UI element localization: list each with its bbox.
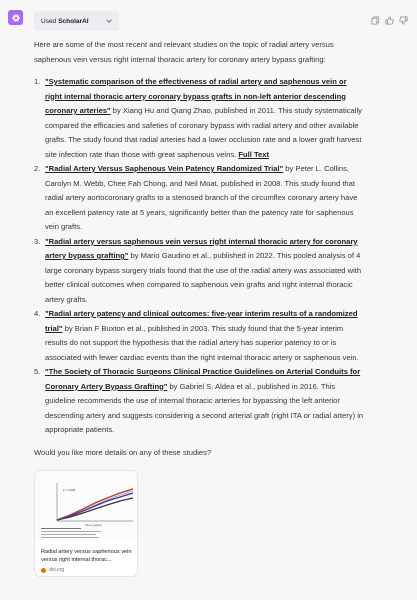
study-link[interactable]: "Radial artery versus saphenous vein versus right internal thoracic artery for coronary artery bypass grafting" xyxy=(45,236,358,260)
chevron-down-icon xyxy=(105,17,113,25)
list-number: 4. xyxy=(34,309,41,318)
plugin-used-dropdown[interactable] xyxy=(34,11,119,31)
list-item xyxy=(34,307,364,365)
assistant-avatar xyxy=(8,10,23,25)
list-item xyxy=(34,365,364,438)
list-item xyxy=(34,162,364,235)
full-text-link[interactable]: Full Text xyxy=(238,149,270,159)
list-item xyxy=(34,75,364,162)
thumbnail-axis-label: Time (years) xyxy=(85,523,102,527)
study-list xyxy=(34,75,364,438)
list-item xyxy=(34,235,364,308)
thumbs-down-icon[interactable] xyxy=(399,12,408,21)
study-link[interactable]: "Radial Artery Versus Saphenous Vein Patency Randomized Trial" xyxy=(45,164,284,173)
list-number: 3. xyxy=(34,236,41,246)
thumbs-up-icon[interactable] xyxy=(385,12,394,21)
list-number: 5. xyxy=(34,367,41,376)
copy-icon[interactable] xyxy=(371,12,380,21)
source-card[interactable] xyxy=(34,470,138,577)
study-description: by Gabriel S. Aldea et al., published in 2016. This guideline recommends the use of internal thoracic arteries for bypassing the left anterior descending artery and suggests considering a second arterial graft (right ITA or radial artery) in appropriate patients. xyxy=(45,381,364,434)
message-toolbar xyxy=(371,12,408,21)
plugin-name: ScholarAI xyxy=(58,17,89,25)
study-link[interactable]: "Systematic comparison of the effectiveness of radial artery and saphenous vein or right internal thoracic artery coronary bypass grafts in non-left anterior descending coronary arteries" xyxy=(45,77,347,115)
card-source xyxy=(41,567,64,573)
plugin-used-label: Used xyxy=(41,17,57,25)
openai-logo-icon xyxy=(11,13,21,23)
follow-up-question: Would you like more details on any of these studies? xyxy=(34,447,212,457)
thumbnail-p-value: p < 0.001 xyxy=(63,488,76,492)
study-description: by Mario Gaudino et al., published in 2022. This pooled analysis of 4 large coronary bypass surgery trials found that the use of the radial artery was associated with better clinical outcomes when compared to saphenous vein grafts and right internal thoracic artery grafts. xyxy=(45,251,362,304)
study-description: by Xiang Hu and Qiang Zhao, published in 2011. This study systematically compared the efficacies and safeties of coronary bypass with radial artery and other available grafts. The study found that radial arteries had a lower occlusion rate and a lower graft harvest site infection rate than those with great saphenous veins. xyxy=(45,106,362,159)
message-intro: Here are some of the most recent and relevant studies on the topic of radial artery versus saphenous vein versus right internal thoracic artery for coronary artery bypass grafting: xyxy=(34,40,334,64)
study-description: by Brian F Buxton et al., published in 2003. This study found that the 5-year interim results do not support the hypothesis that the radial artery has superior patency to or is associated with fewer cardiac events than the right internal thoracic artery or saphenous vein. xyxy=(45,323,359,362)
study-description: by Peter L. Collins, Carolyn M. Webb, Chee Fah Chong, and Neil Moat, published in 2008. This study found that radial artery aortocoronary grafts to a stenosed branch of the circumflex coronary artery have an excellent patency rate at 5 years, significantly better than the patency rate for saphenous vein grafts. xyxy=(45,164,358,231)
list-number: 2. xyxy=(34,164,41,173)
study-link[interactable]: "The Society of Thoracic Surgeons Clinical Practice Guidelines on Arterial Conduits for Coronary Artery Bypass Grafting" xyxy=(45,367,361,391)
source-favicon-icon xyxy=(41,568,46,573)
card-source-domain: doi.org xyxy=(49,567,65,573)
card-title: Radial artery versus saphenous vein versus right internal thorac... xyxy=(41,549,132,563)
card-thumbnail xyxy=(35,471,138,541)
list-number: 1. xyxy=(34,77,41,86)
assistant-message xyxy=(34,38,364,460)
study-link[interactable]: "Radial artery patency and clinical outcomes: five-year interim results of a randomized trial" xyxy=(45,309,358,333)
